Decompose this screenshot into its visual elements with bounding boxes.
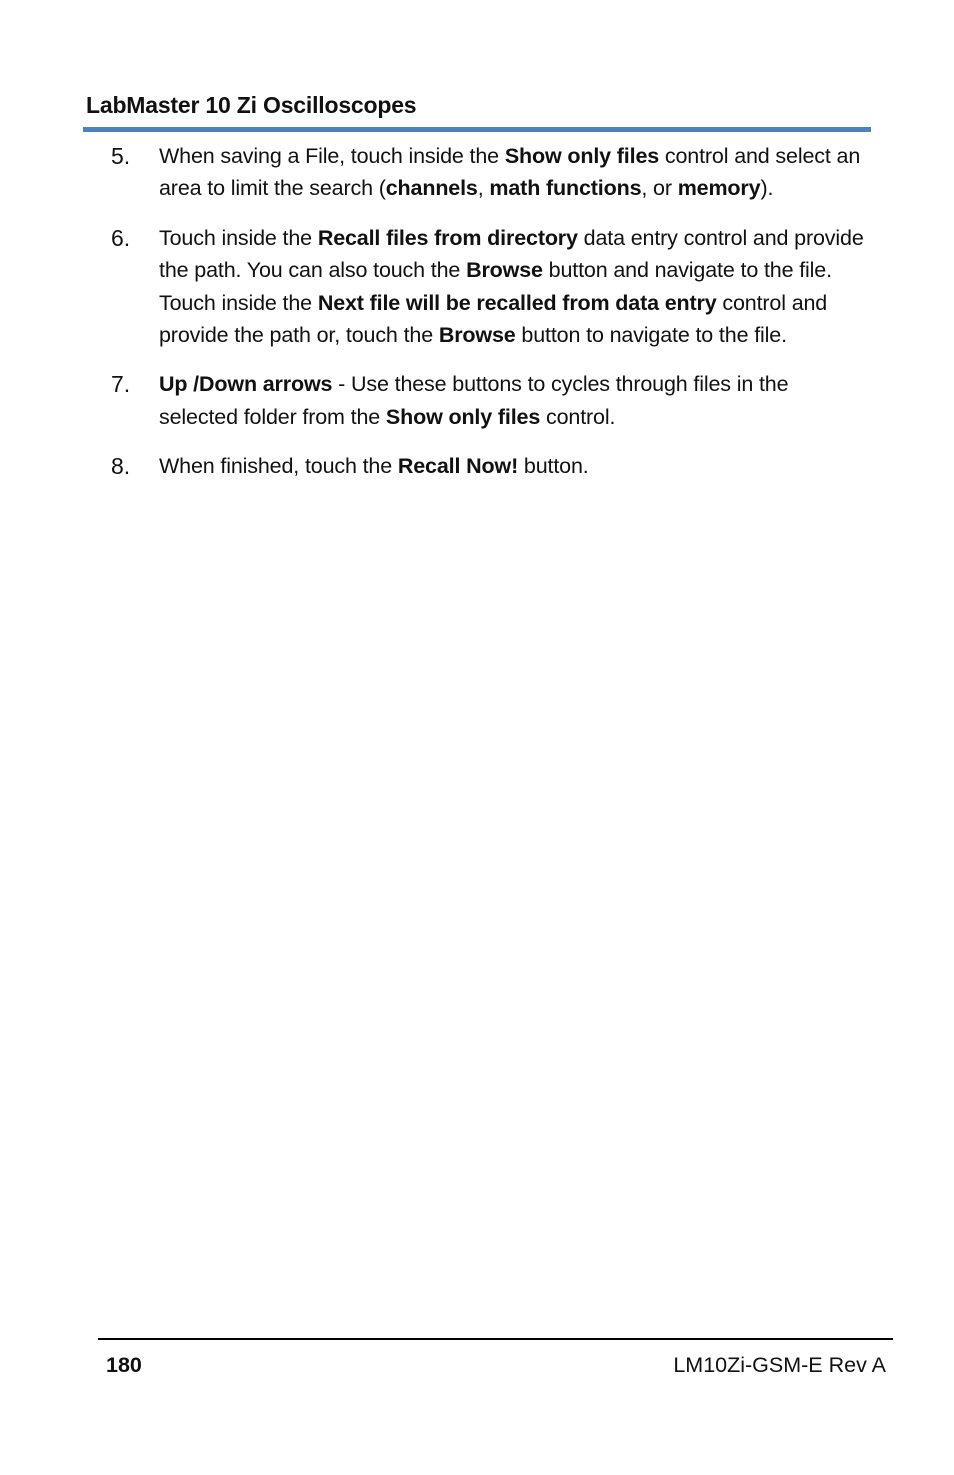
- step-text-segment: Touch inside the: [159, 225, 318, 250]
- step-text: [159, 222, 864, 352]
- document-id: LM10Zi-GSM-E Rev A: [673, 1353, 886, 1377]
- step-item: [0, 222, 954, 352]
- step-text-segment-bold: Show only files: [385, 404, 541, 429]
- step-text-segment-bold: channels: [385, 176, 478, 201]
- step-number: 5.: [111, 143, 131, 169]
- step-text-segment-bold: Up /Down arrows: [159, 372, 333, 397]
- step-text-segment: data entry control and provide the path. You can also touch the: [159, 225, 864, 283]
- step-text-segment-bold: Show only files: [504, 144, 660, 168]
- step-text: [159, 140, 864, 205]
- step-text-segment-bold: Recall files from directory: [317, 225, 578, 250]
- step-number: 8.: [111, 453, 131, 480]
- step-text-segment-bold: math functions: [489, 176, 642, 201]
- running-header-title: LabMaster 10 Zi Oscilloscopes: [86, 92, 417, 118]
- step-number: 6.: [111, 224, 131, 251]
- step-text: [159, 368, 864, 433]
- step-text-segment: control and select an area to limit the search (: [159, 144, 861, 201]
- step-text-segment: ,: [477, 176, 490, 201]
- step-text-segment-bold: Next file will be recalled from data entry: [317, 290, 717, 315]
- step-text-segment: control.: [540, 404, 616, 429]
- step-item: [0, 450, 954, 482]
- footer-rule: [98, 1338, 893, 1340]
- step-text: [159, 450, 864, 482]
- step-text-segment: button and navigate to the file. Touch inside the: [159, 258, 832, 315]
- step-text-segment-bold: Browse: [438, 323, 516, 348]
- step-list: [0, 140, 954, 500]
- step-number: 7.: [111, 371, 131, 398]
- step-item: [0, 140, 954, 205]
- step-text-segment: When finished, touch the: [159, 454, 398, 479]
- step-text-segment-bold: Recall Now!: [397, 454, 519, 479]
- step-text-segment: When saving a File, touch inside the: [159, 144, 505, 168]
- step-text-segment: - Use these buttons to cycles through files in the selected folder from the: [159, 372, 789, 429]
- header-rule: [83, 127, 871, 132]
- step-text-segment: , or: [641, 176, 678, 201]
- page-number: 180: [106, 1353, 142, 1377]
- step-text-segment: button.: [518, 454, 589, 479]
- step-text-segment: ).: [760, 176, 774, 201]
- step-text-segment: control and provide the path or, touch the: [159, 290, 828, 348]
- step-item: [0, 368, 954, 433]
- step-text-segment-bold: memory: [677, 176, 761, 201]
- step-text-segment-bold: Browse: [466, 258, 543, 283]
- step-text-segment: button to navigate to the file.: [515, 323, 787, 348]
